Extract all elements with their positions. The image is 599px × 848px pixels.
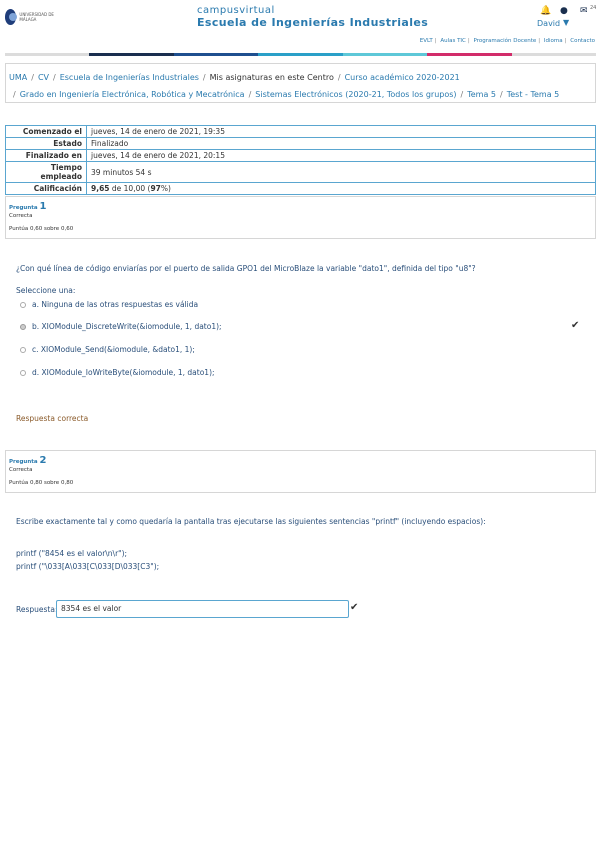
summary-value: jueves, 14 de enero de 2021, 20:15 [87, 150, 596, 162]
color-segment [89, 53, 173, 56]
option-label: a. Ninguna de las otras respuestas es válida [32, 300, 199, 309]
breadcrumb-separator: / [337, 73, 341, 82]
summary-label: Tiempo empleado [6, 162, 87, 183]
summary-label: Estado [6, 138, 87, 150]
top-links [420, 38, 595, 44]
answer-label: Respuesta: [16, 605, 58, 614]
summary-value: 39 minutos 54 s [87, 162, 596, 183]
breadcrumb-item[interactable]: CV [37, 73, 49, 82]
breadcrumb-separator: / [500, 90, 503, 99]
question-prefix: Pregunta [9, 459, 40, 465]
link-separator: | [434, 38, 437, 44]
site-title[interactable]: Escuela de Ingenierías Industriales [197, 16, 429, 29]
breadcrumb-item[interactable]: Sistemas Electrónicos (2020-21, Todos los grupos) [255, 90, 457, 99]
link-aulas-tic[interactable]: Aulas TIC [440, 38, 466, 44]
site-small-title[interactable]: campusvirtual [197, 5, 275, 16]
answer-field[interactable]: 8354 es el valor [56, 600, 349, 618]
radio-button[interactable] [20, 347, 26, 353]
question-1-prompt: Seleccione una: [16, 286, 76, 295]
code-line-1: printf ("8454 es el valor\n\r"); [16, 549, 128, 558]
breadcrumb-separator: / [460, 90, 464, 99]
link-separator: | [467, 38, 470, 44]
option-b[interactable] [20, 322, 222, 331]
question-number [9, 455, 592, 466]
question-number [9, 201, 592, 212]
color-bar [5, 53, 596, 56]
breadcrumb-separator: / [202, 73, 206, 82]
breadcrumb-item[interactable]: Curso académico 2020-2021 [344, 73, 460, 82]
color-segment [258, 53, 342, 56]
chat-icon[interactable]: ● [560, 6, 568, 16]
summary-row [6, 150, 596, 162]
link-evlt[interactable]: EVLT [419, 38, 433, 44]
summary-grade [87, 183, 596, 195]
summary-row [6, 138, 596, 150]
link-separator: | [564, 38, 567, 44]
option-a[interactable] [20, 300, 198, 309]
summary-row [6, 183, 596, 195]
question-state: Correcta [9, 213, 33, 219]
grade-mid: de 10,00 ( [109, 184, 151, 193]
link-idioma[interactable]: Idioma [543, 38, 563, 44]
summary-value: jueves, 14 de enero de 2021, 19:35 [87, 126, 596, 138]
breadcrumb-item[interactable]: Escuela de Ingenierías Industriales [59, 73, 199, 82]
summary-label: Calificación [6, 183, 87, 195]
radio-button[interactable] [20, 302, 26, 308]
grade-end: %) [160, 184, 171, 193]
check-icon: ✔ [350, 602, 359, 613]
grade-value: 9,65 [91, 184, 110, 193]
caret-down-icon[interactable]: ▼ [563, 18, 570, 27]
question-1-info [5, 196, 596, 239]
header [0, 0, 599, 36]
user-menu-name[interactable]: David [537, 19, 561, 28]
envelope-icon[interactable]: ✉ [580, 6, 588, 16]
university-logo[interactable] [5, 7, 57, 27]
radio-button[interactable] [20, 370, 26, 376]
attempt-summary-table [5, 125, 596, 195]
color-segment [174, 53, 258, 56]
option-c[interactable] [20, 345, 195, 354]
question-2-info [5, 450, 596, 493]
grade-percent: 97 [150, 184, 161, 193]
logo-text: UNIVERSIDAD DE MÁLAGA [19, 12, 54, 22]
option-d[interactable] [20, 368, 215, 377]
question-prefix: Pregunta [9, 205, 40, 211]
color-segment [5, 53, 89, 56]
link-separator: | [538, 38, 541, 44]
summary-label: Finalizado en [6, 150, 87, 162]
question-state: Correcta [9, 467, 33, 473]
link-contacto[interactable]: Contacto [570, 38, 595, 44]
option-label: d. XIOModule_IoWriteByte(&iomodule, 1, dato1); [32, 368, 215, 377]
color-segment [512, 53, 596, 56]
breadcrumb-separator: / [248, 90, 252, 99]
summary-row [6, 162, 596, 183]
code-line-2: printf ("\033[A\033[C\033[D\033[C3"); [16, 562, 160, 571]
breadcrumb-item[interactable]: Test - Tema 5 [506, 90, 560, 99]
breadcrumb-item: Mis asignaturas en este Centro [209, 73, 334, 82]
summary-label: Comenzado el [6, 126, 87, 138]
question-grade: Puntúa 0,60 sobre 0,60 [9, 226, 74, 232]
question-grade: Puntúa 0,80 sobre 0,80 [9, 480, 74, 486]
color-segment [343, 53, 427, 56]
question-1-text: ¿Con qué línea de código enviarías por el puerto de salida GPO1 del MicroBlaze la variable "dato1", definida del tipo "u8"? [16, 264, 476, 273]
summary-value: Finalizado [87, 138, 596, 150]
link-programacion-docente[interactable]: Programación Docente [473, 38, 537, 44]
check-icon: ✔ [571, 320, 580, 331]
breadcrumb-separator: / [53, 73, 56, 82]
question-number-value: 1 [39, 201, 47, 212]
question-number-value: 2 [39, 455, 47, 466]
breadcrumb [5, 63, 596, 103]
university-seal-icon [5, 9, 16, 25]
message-count-badge: 24 [590, 5, 597, 11]
breadcrumb-separator: / [13, 90, 16, 99]
breadcrumb-item[interactable]: Grado en Ingeniería Electrónica, Robótica y Mecatrónica [19, 90, 245, 99]
summary-row [6, 126, 596, 138]
color-segment [427, 53, 511, 56]
question-1-feedback: Respuesta correcta [16, 414, 89, 423]
option-label: b. XIOModule_DiscreteWrite(&iomodule, 1, dato1); [32, 322, 222, 331]
bell-icon[interactable]: 🔔 [540, 6, 552, 16]
breadcrumb-item[interactable]: UMA [9, 73, 28, 82]
question-2-text: Escribe exactamente tal y como quedaría la pantalla tras ejecutarse las siguientes sentencias "printf" (incluyendo espacios): [16, 517, 486, 526]
breadcrumb-separator: / [31, 73, 34, 82]
option-label: c. XIOModule_Send(&iomodule, &dato1, 1); [32, 345, 195, 354]
radio-button-selected[interactable] [20, 324, 26, 330]
breadcrumb-item[interactable]: Tema 5 [467, 90, 497, 99]
